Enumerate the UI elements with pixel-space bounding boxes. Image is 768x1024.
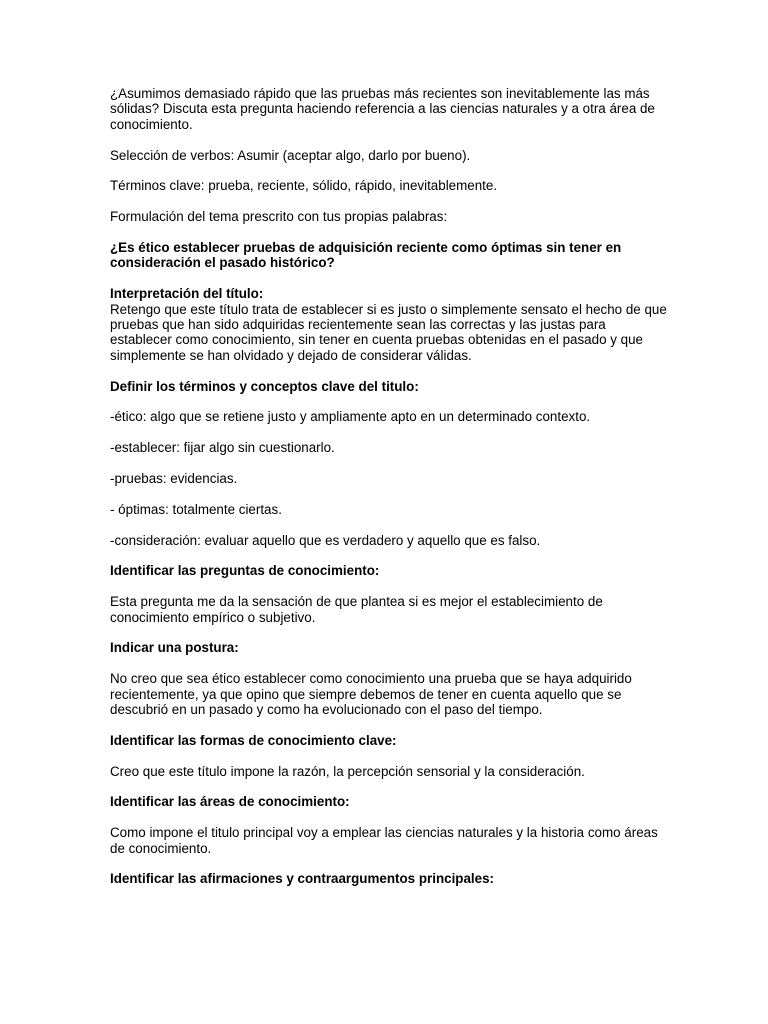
term-establecer: -establecer: fijar algo sin cuestionarlo. <box>110 440 335 456</box>
interpretation-heading: Interpretación del título: <box>110 286 264 302</box>
term-consideracion: -consideración: evaluar aquello que es verdadero y aquello que es falso. <box>110 532 541 548</box>
term-etico: -ético: algo que se retiene justo y ampliamente apto en un determinado contexto. <box>110 409 591 425</box>
knowledge-questions-text: Esta pregunta me da la sensación de que plantea si es mejor el establecimiento de conocimiento empírico o subjetivo. <box>110 594 603 625</box>
ways-of-knowing-text: Creo que este título impone la razón, la percepción sensorial y la consideración. <box>110 763 585 779</box>
ways-of-knowing-heading: Identificar las formas de conocimiento clave: <box>110 732 397 748</box>
key-terms-paragraph: Términos clave: prueba, reciente, sólido, rápido, inevitablemente. <box>110 178 498 194</box>
question-paragraph: ¿Asumimos demasiado rápido que las pruebas más recientes son inevitablemente las más sólidas? Discuta esta pregunta haciendo referencia a las ciencias naturales y a otra área de conocimiento. <box>110 86 655 132</box>
areas-text: Como impone el titulo principal voy a emplear las ciencias naturales y la historia como áreas de conocimiento. <box>110 825 658 856</box>
interpretation-section <box>110 286 668 363</box>
stance-text: No creo que sea ético establecer como conocimiento una prueba que se haya adquirido recientemente, ya que opino que siempre debemos de tener en cuenta aquello que se descubrió en un pasado y como ha evolucionado con el paso del tiempo. <box>110 671 632 718</box>
stance-heading: Indicar una postura: <box>110 640 239 656</box>
reformulated-question: ¿Es ético establecer pruebas de adquisición reciente como óptimas sin tener en consideración el pasado histórico? <box>110 240 622 271</box>
interpretation-text: Retengo que este título trata de establecer si es justo o simplemente sensato el hecho de que pruebas que han sido adquiridas recientemente sean las correctas y las justas para establecer como conocimiento, sin tener en cuenta pruebas obtenidas en el pasado y que simplemente se han olvidado y dejado de considerar válidas. <box>110 301 667 363</box>
term-pruebas: -pruebas: evidencias. <box>110 471 238 487</box>
claims-heading: Identificar las afirmaciones y contraargumentos principales: <box>110 871 494 887</box>
knowledge-questions-heading: Identificar las preguntas de conocimiento: <box>110 563 380 579</box>
term-optimas: - óptimas: totalmente ciertas. <box>110 501 282 517</box>
areas-heading: Identificar las áreas de conocimiento: <box>110 794 350 810</box>
define-terms-heading: Definir los términos y conceptos clave del titulo: <box>110 378 419 394</box>
formulation-label: Formulación del tema prescrito con tus propias palabras: <box>110 209 448 225</box>
verb-selection-paragraph: Selección de verbos: Asumir (aceptar algo, darlo por bueno). <box>110 147 471 163</box>
